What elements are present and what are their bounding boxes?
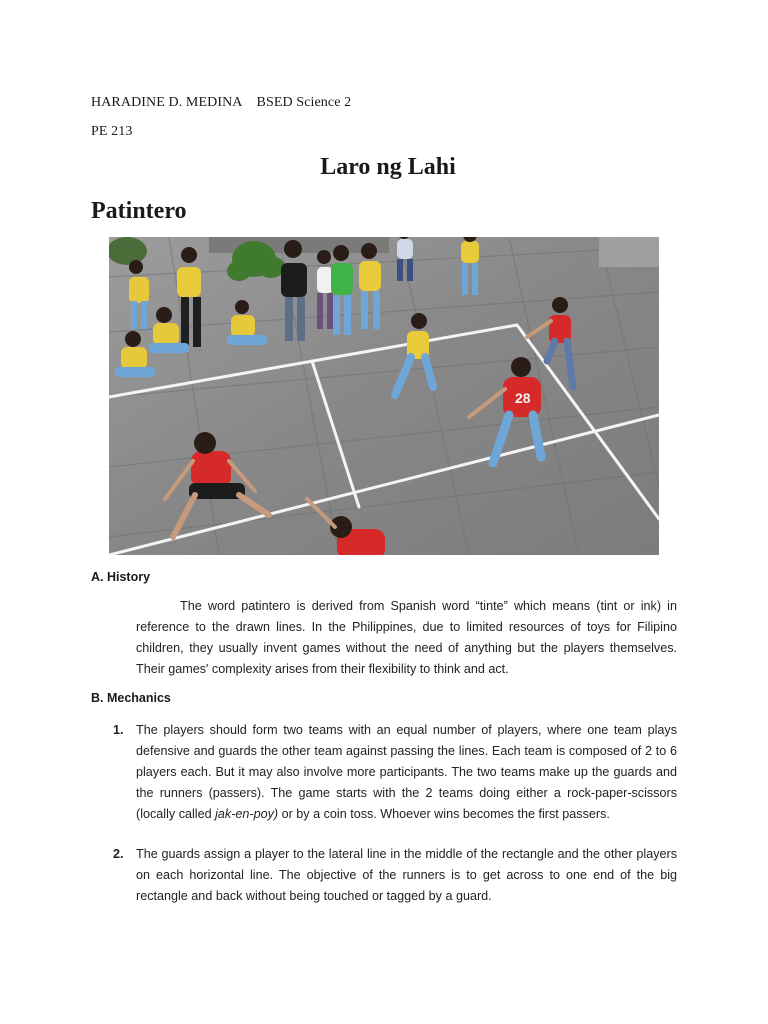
header-author-line <box>91 94 351 112</box>
list-text: The guards assign a player to the lateral line in the middle of the rectangle and the other players on each horizontal line. The objective of the runners is to get across to one end of the big rectangle and back without being touched or tagged by a guard. <box>136 847 677 903</box>
mechanics-heading: B. Mechanics <box>91 691 171 705</box>
photo-illustration <box>109 237 659 555</box>
list-text-italic: jak-en-poy) <box>215 807 279 821</box>
list-text <box>136 720 677 825</box>
list-text-part: The players should form two teams with an equal number of players, where one team plays defensive and guards the other team against passing the lines. Each team is composed of 2 to 6 players each. But it may also involve more participants. The two teams make up the guards and the runners (passers). The game starts with the 2 teams doing either a rock-paper-scissors (locally called <box>136 723 677 821</box>
list-number: 2. <box>113 847 124 861</box>
mechanics-item-2 <box>113 844 677 907</box>
course-code: PE 213 <box>91 124 133 139</box>
history-paragraph: The word patintero is derived from Spanish word “tinte” which means (tint or ink) in reference to the drawn lines. In the Philippines, due to limited resources of toys for Filipino children, they usually invent games without the need of anything but the players themselves. Their games' complexity arises from their flexibility to think and act. <box>136 599 677 676</box>
program-name: BSED Science 2 <box>256 95 352 110</box>
history-heading: A. History <box>91 570 151 584</box>
author-name: HARADINE D. MEDINA <box>91 95 243 110</box>
patintero-photo <box>109 237 659 555</box>
mechanics-item-1 <box>113 720 677 825</box>
list-text-part: or by a coin toss. Whoever wins becomes the first passers. <box>278 807 610 821</box>
document-title: Laro ng Lahi <box>320 154 456 180</box>
section-title: Patintero <box>91 198 187 224</box>
list-number: 1. <box>113 723 124 737</box>
jersey-number: 28 <box>515 390 531 406</box>
